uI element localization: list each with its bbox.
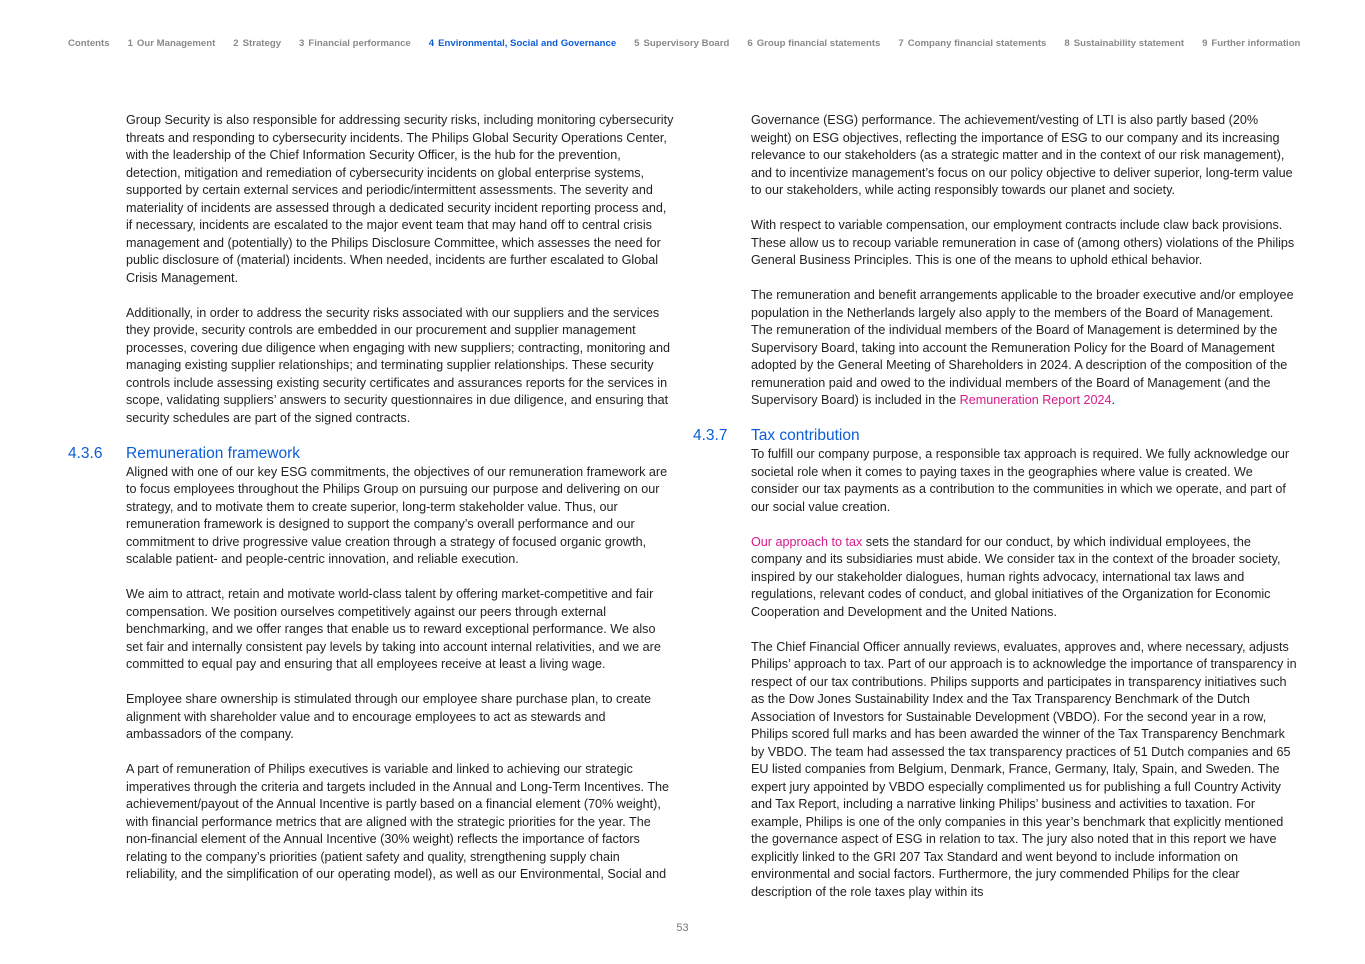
nav-item-label: Our Management bbox=[136, 38, 216, 49]
nav-item-esg[interactable] bbox=[429, 38, 616, 49]
nav-item-label: Group financial statements bbox=[756, 38, 881, 49]
nav-item-strategy[interactable] bbox=[233, 38, 281, 49]
paragraph-text: sets the standard for our conduct, by which individual employees, the company and its subsidiaries must abide. We consider tax in the context of the broader society, inspired by our stakeholder dialogues, human rights advocacy, international tax laws and regulations, relevant codes of conduct, and global initiatives of the Organization for Economic Cooperation and Development and the United Nations. bbox=[751, 534, 1281, 619]
nav-item-label: Strategy bbox=[242, 38, 282, 49]
approach-to-tax-link[interactable]: Our approach to tax bbox=[751, 534, 863, 549]
paragraph-attract-talent: We aim to attract, retain and motivate world-class talent by offering market-competitive and fair compensation. We position ourselves competitively against our peers through external benchmarking, and we offer ranges that enable us to reward exceptional performance. We also set fair and internally consistent pay levels by taking into account internal relativities, and we are committed to equal pay and ensuring that all employees receive at least a living wage. bbox=[126, 587, 661, 671]
paragraph-tax-intro: To fulfill our company purpose, a responsible tax approach is required. We fully acknowledge our societal role when it comes to paying taxes in the geographies where value is created. We consider our tax payments as a contribution to the communities in which we operate, and part of our social value creation. bbox=[751, 447, 1290, 514]
page-number: 53 bbox=[676, 922, 689, 934]
nav-item-sustainability-statement[interactable] bbox=[1064, 38, 1184, 49]
nav-item-label: Further information bbox=[1211, 38, 1301, 49]
nav-item-our-management[interactable] bbox=[128, 38, 216, 49]
paragraph-group-security: Group Security is also responsible for addressing security risks, including monitoring cybersecurity threats and responding to cybersecurity incidents. The Philips Global Security Operations Center, with the leadership of the Chief Information Security Officer, is the hub for the prevention, detection, mitigation and remediation of cybersecurity incidents on global enterprise systems, supported by certain external services and periodic/intermittent assessments. The severity and materiality of incidents are assessed through a dedicated security incident reporting process and, if necessary, incidents are escalated to the major event team that may hand off to central crisis management and (potentially) to the Philips Disclosure Committee, which assesses the need for public disclosure of (material) incidents. When needed, incidents are further escalated to Global Crisis Management. bbox=[126, 113, 674, 285]
nav-item-group-financial-statements[interactable] bbox=[747, 38, 880, 49]
section-remuneration-framework bbox=[68, 444, 674, 884]
nav-item-label: Financial performance bbox=[308, 38, 411, 49]
nav-item-number: 9 bbox=[1202, 38, 1208, 49]
section-heading bbox=[693, 427, 1297, 445]
paragraph-text: The remuneration and benefit arrangements applicable to the broader executive and/or employee population in the Netherlands largely also apply to the members of the Board of Management. The remuneration of the individual members of the Board of Management is determined by the Supervisory Board, taking into account the Remuneration Policy for the Board of Management adopted by the General Meeting of Shareholders in 2024. A description of the composition of the remuneration paid and owed to the individual members of the Board of Management (and the Supervisory Board) is included in the bbox=[751, 288, 1294, 407]
nav-item-number: 8 bbox=[1064, 38, 1070, 49]
paragraph-cfo-review: The Chief Financial Officer annually reviews, evaluates, approves and, where necessary, adjusts Philips’ approach to tax. Part of our approach is to acknowledge the importance of transparency in respect of our tax contributions. Philips supports and participates in transparency initiatives such as the Dow Jones Sustainability Index and the Tax Transparency Benchmark of the Dutch Association of Investors for Sustainable Development (VBDO). For the second year in a row, Philips scored full marks and has been awarded the winner of the Tax Transparency Benchmark by VBDO. The team had assessed the tax transparency practices of 51 Dutch companies and 65 EU listed companies from Belgium, Denmark, France, Germany, Italy, Spain, and Sweden. The expert jury appointed by VBDO especially complimented us for publishing a full Country Activity and Tax Report, including a narrative linking Philips’ business and activities to taxation. For example, Philips is one of the only companies in this year’s benchmark that explicitly mentioned the governance aspect of ESG in relation to tax. The jury also noted that in this report we have explicitly linked to the GRI 207 Tax Standard and went beyond to include information on environmental and social factors. Furthermore, the jury commended Philips for the clear description of the role taxes play within its bbox=[751, 639, 1297, 899]
nav-item-contents[interactable] bbox=[68, 38, 110, 49]
nav-item-label: Supervisory Board bbox=[643, 38, 730, 49]
paragraph-remuneration-arrangements bbox=[751, 287, 1297, 410]
paragraph-claw-back: With respect to variable compensation, our employment contracts include claw back provisions. These allow us to recoup variable remuneration in case of (among others) violations of the Philips General Business Principles. This is one of the means to uphold ethical behavior. bbox=[751, 218, 1295, 267]
section-number: 4.3.6 bbox=[68, 444, 103, 462]
nav-item-label: Contents bbox=[68, 38, 110, 49]
section-tax-contribution bbox=[693, 427, 1297, 901]
section-title: Tax contribution bbox=[751, 427, 860, 444]
left-column bbox=[68, 112, 674, 901]
section-heading bbox=[68, 444, 674, 463]
nav-item-number: 3 bbox=[299, 38, 305, 49]
section-number: 4.3.7 bbox=[693, 427, 728, 444]
remuneration-report-link[interactable]: Remuneration Report 2024 bbox=[959, 393, 1112, 407]
chapter-navigation bbox=[68, 38, 1345, 49]
nav-item-number: 6 bbox=[747, 38, 753, 49]
section-title: Remuneration framework bbox=[126, 444, 301, 462]
nav-item-label: Company financial statements bbox=[907, 38, 1047, 49]
nav-item-number: 4 bbox=[428, 38, 435, 49]
nav-item-financial-performance[interactable] bbox=[299, 38, 411, 49]
paragraph-suffix: . bbox=[1111, 393, 1116, 407]
nav-item-label: Sustainability statement bbox=[1073, 38, 1185, 49]
nav-item-number: 1 bbox=[127, 38, 133, 49]
paragraph-remuneration-objectives: Aligned with one of our key ESG commitments, the objectives of our remuneration framework are to focus employees throughout the Philips Group on pursuing our purpose and delivering on our strategy, and to motivate them to create superior, long-term stakeholder value. Thus, our remuneration framework is designed to support the company’s overall performance and our commitment to drive progressive value creation through a strategy of focused organic growth, scalable patient- and people-centric innovation, and reliable execution. bbox=[126, 464, 668, 566]
nav-item-further-information[interactable] bbox=[1202, 38, 1300, 49]
nav-item-supervisory-board[interactable] bbox=[634, 38, 729, 49]
nav-item-company-financial-statements[interactable] bbox=[898, 38, 1046, 49]
nav-item-number: 2 bbox=[233, 38, 239, 49]
paragraph-supplier-security: Additionally, in order to address the security risks associated with our suppliers and the services they provide, security controls are embedded in our procurement and supplier management processes, covering due diligence when engaging with new suppliers; contracting, monitoring and managing existing supplier relationships; and terminating supplier relationships. These security controls include assessing existing security certificates and assurances reports for the services in scope, validating suppliers’ answers to security questionnaires in due diligence, and ensuring that security schedules are part of the signed contracts. bbox=[126, 305, 670, 425]
paragraph-share-ownership: Employee share ownership is stimulated through our employee share purchase plan, to create alignment with shareholder value and to encourage employees to act as stewards and ambassadors of the company. bbox=[126, 692, 652, 741]
nav-item-label: Environmental, Social and Governance bbox=[438, 38, 617, 49]
paragraph-esg-performance: Governance (ESG) performance. The achievement/vesting of LTI is also partly based (20% weight) on ESG objectives, reflecting the importance of ESG to our company and its increasing relevance to our stakeholders (as a strategic matter and in the context of our risk management), and to incentivize management’s focus on our policy objective to deliver superior, long-term value to our stakeholders, while acting responsibly towards our planet and society. bbox=[751, 113, 1293, 197]
right-column bbox=[693, 112, 1297, 919]
paragraph-tax-approach bbox=[751, 534, 1297, 622]
nav-item-number: 5 bbox=[634, 38, 640, 49]
nav-item-number: 7 bbox=[898, 38, 904, 49]
paragraph-variable-remuneration: A part of remuneration of Philips executives is variable and linked to achieving our strategic imperatives through the criteria and targets included in the Annual and Long-Term Incentives. The achievement/payout of the Annual Incentive is partly based on a financial element (70% weight), with financial performance metrics that are aligned with the strategic priorities for the year. The non-financial element of the Annual Incentive (30% weight) reflects the importance of factors relating to the company’s priorities (patient safety and quality, strengthening supply chain reliability, and the simplification of our operating model), as well as our Environmental, Social and bbox=[126, 762, 670, 881]
